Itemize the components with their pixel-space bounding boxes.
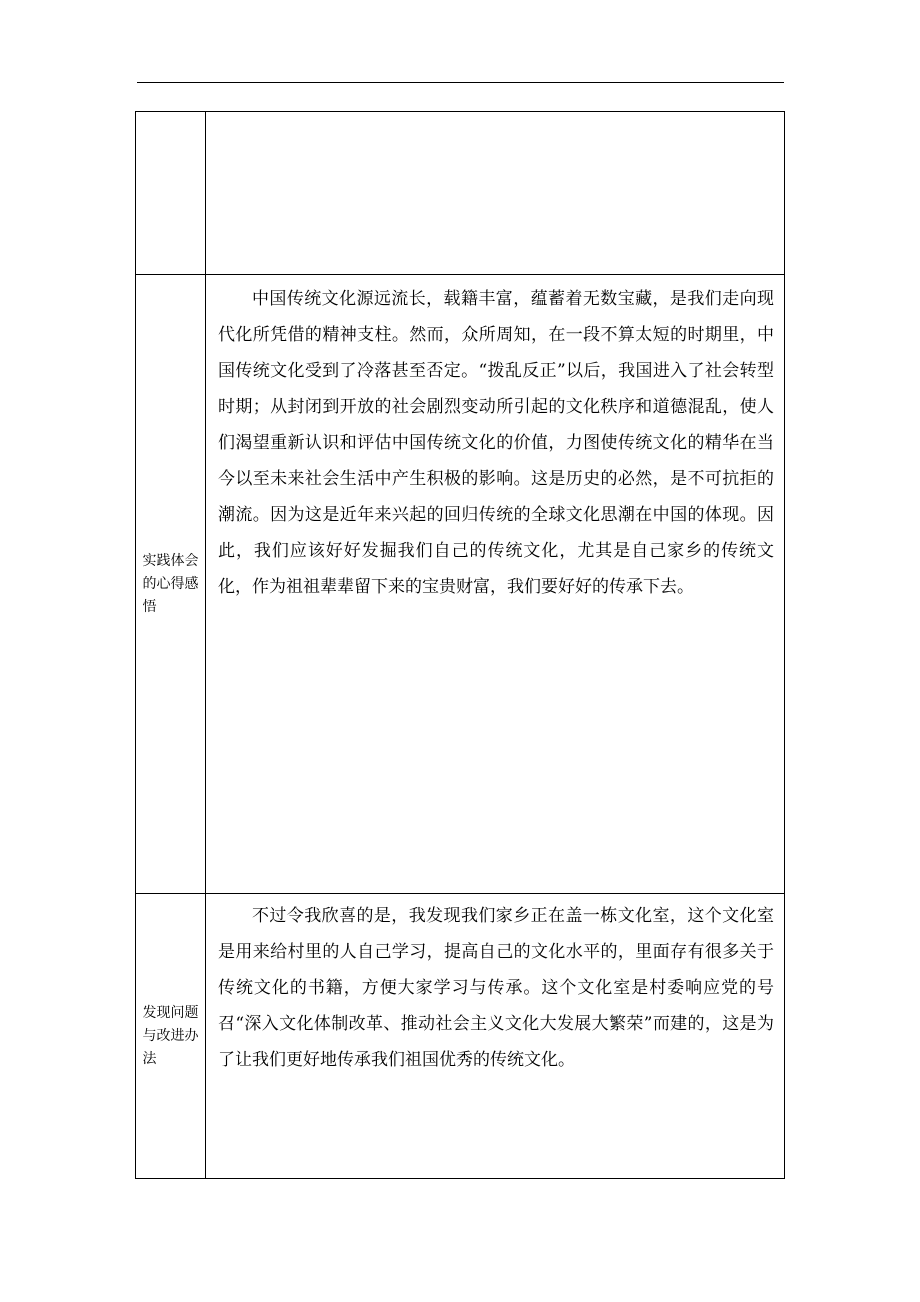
problems-content-cell: [206, 894, 785, 1179]
insight-content-cell: [206, 275, 785, 894]
header-rule: [137, 82, 784, 83]
form-row-insight: [136, 275, 785, 894]
insight-label-cell: [136, 275, 206, 894]
report-form-table: [135, 111, 785, 1179]
insight-paragraph: 中国传统文化源远流长，载籍丰富，蕴蓄着无数宝藏，是我们走向现代化所凭借的精神支柱。然而，众所周知，在一段不算太短的时期里，中国传统文化受到了冷落甚至否定。“拨乱反正”以后，我国进入了社会转型时期；从封闭到开放的社会剧烈变动所引起的文化秩序和道德混乱，使人们渴望重新认识和评估中国传统文化的价值，力图使传统文化的精华在当今以至未来社会生活中产生积极的影响。这是历史的必然，是不可抗拒的潮流。因为这是近年来兴起的回归传统的全球文化思潮在中国的体现。因此，我们应该好好发掘我们自己的传统文化，尤其是自己家乡的传统文化，作为祖祖辈辈留下来的宝贵财富，我们要好好的传承下去。: [218, 289, 774, 597]
empty-label-cell: [136, 112, 206, 275]
insight-label: 实践体会的心得感悟: [142, 552, 199, 615]
form-row-empty: [136, 112, 785, 275]
problems-label-cell: [136, 894, 206, 1179]
problems-label: 发现问题与改进办法: [142, 1004, 199, 1067]
problems-paragraph: 不过令我欣喜的是，我发现我们家乡正在盖一栋文化室，这个文化室是用来给村里的人自己学习，提高自己的文化水平的，里面存有很多关于传统文化的书籍，方便大家学习与传承。这个文化室是村委响应党的号召“深入文化体制改革、推动社会主义文化大发展大繁荣”而建的，这是为了让我们更好地传承我们祖国优秀的传统文化。: [218, 906, 774, 1070]
form-row-problems: [136, 894, 785, 1179]
empty-content-cell: [206, 112, 785, 275]
